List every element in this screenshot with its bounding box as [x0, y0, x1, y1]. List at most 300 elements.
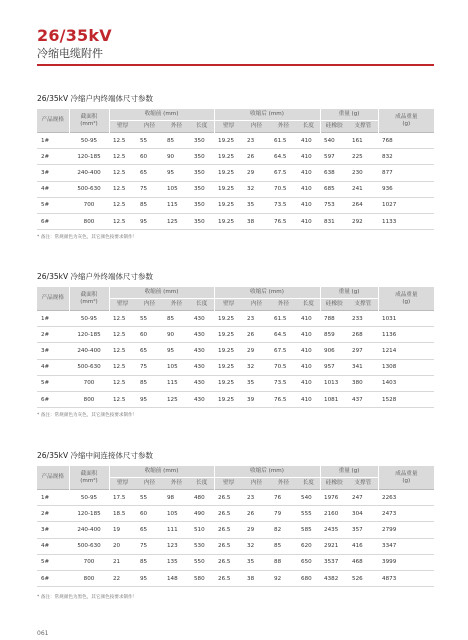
table-cell: 264 [348, 197, 378, 213]
table-cell: 437 [348, 391, 378, 407]
table-cell: 1403 [378, 375, 434, 391]
subheader: 内径 [243, 299, 270, 311]
subheader: 长度 [190, 478, 214, 490]
table-cell: 906 [320, 343, 348, 359]
header-section: 截面积 (mm²) [69, 287, 109, 311]
table-cell: 85 [136, 554, 163, 570]
table-cell: 1214 [378, 343, 434, 359]
table-cell: 61.5 [270, 311, 297, 327]
table-cell: 12.5 [109, 165, 136, 181]
table-cell: 12.5 [109, 343, 136, 359]
table-row [37, 133, 434, 149]
header-final-weight: 成品重量 (g) [378, 466, 434, 490]
table-cell: 95 [163, 343, 190, 359]
table-row [37, 522, 434, 538]
table-row [37, 391, 434, 407]
table-cell: 85 [136, 197, 163, 213]
subheader: 壁厚 [214, 478, 243, 490]
table-cell: 410 [297, 181, 320, 197]
table-cell: 73.5 [270, 197, 297, 213]
table-cell: 19.25 [214, 311, 243, 327]
table-cell: 55 [136, 490, 163, 506]
table-cell: 700 [69, 554, 109, 570]
table-cell: 35 [243, 554, 270, 570]
table-row [37, 343, 434, 359]
subheader: 外径 [163, 299, 190, 311]
table-cell: 55 [136, 311, 163, 327]
table-cell: 19.25 [214, 149, 243, 165]
table-cell: 2263 [378, 490, 434, 506]
table-cell: 410 [297, 391, 320, 407]
subheader: 长度 [297, 121, 320, 133]
subheader: 外径 [270, 299, 297, 311]
table-cell: 161 [348, 133, 378, 149]
table-cell: 410 [297, 359, 320, 375]
table-cell: 620 [297, 538, 320, 554]
table-cell: 70.5 [270, 181, 297, 197]
table-row [37, 327, 434, 343]
subheader: 外径 [163, 478, 190, 490]
table-cell: 20 [109, 538, 136, 554]
table-cell: 859 [320, 327, 348, 343]
subheader: 长度 [190, 121, 214, 133]
table-cell: 350 [190, 133, 214, 149]
table-cell: 304 [348, 506, 378, 522]
table-cell: 67.5 [270, 343, 297, 359]
table-cell: 55 [136, 133, 163, 149]
table-cell: 85 [163, 311, 190, 327]
table-cell: 788 [320, 311, 348, 327]
table-cell: 597 [320, 149, 348, 165]
table-cell: 230 [348, 165, 378, 181]
table-cell: 67.5 [270, 165, 297, 181]
table-cell: 75 [136, 538, 163, 554]
subheader: 长度 [190, 299, 214, 311]
table-cell: 490 [190, 506, 214, 522]
title-divider [37, 64, 434, 66]
table-cell: 550 [190, 554, 214, 570]
table-cell: 753 [320, 197, 348, 213]
table-cell: 105 [163, 506, 190, 522]
table-cell: 500-630 [69, 181, 109, 197]
table-cell: 32 [243, 359, 270, 375]
table-cell: 29 [243, 165, 270, 181]
table-cell: 148 [163, 570, 190, 586]
table-cell: 5# [37, 197, 69, 213]
table-cell: 12.5 [109, 149, 136, 165]
table-cell: 19 [109, 522, 136, 538]
table-cell: 1133 [378, 213, 434, 229]
table-cell: 4# [37, 181, 69, 197]
table-row [37, 570, 434, 586]
table-cell: 26.5 [214, 554, 243, 570]
table-cell: 70.5 [270, 359, 297, 375]
header-section: 截面积 (mm²) [69, 466, 109, 490]
table-cell: 12.5 [109, 311, 136, 327]
table-cell: 88 [270, 554, 297, 570]
table-cell: 410 [297, 311, 320, 327]
table-joint [37, 466, 434, 587]
table-cell: 50-95 [69, 311, 109, 327]
table-cell: 79 [270, 506, 297, 522]
table-cell: 225 [348, 149, 378, 165]
table-cell: 650 [297, 554, 320, 570]
table-cell: 22 [109, 570, 136, 586]
table-cell: 12.5 [109, 375, 136, 391]
subheader: 内径 [243, 121, 270, 133]
subheader: 支撑管 [348, 121, 378, 133]
table-cell: 19.25 [214, 359, 243, 375]
subheader: 长度 [297, 478, 320, 490]
table-cell: 241 [348, 181, 378, 197]
table-cell: 297 [348, 343, 378, 359]
table-cell: 2# [37, 149, 69, 165]
table-cell: 4873 [378, 570, 434, 586]
table-cell: 4# [37, 538, 69, 554]
page-title: 26/35kV [37, 26, 112, 45]
table-cell: 95 [136, 213, 163, 229]
section-title-outdoor-termination: 26/35kV 冷缩户外终端体尺寸参数 [37, 272, 153, 281]
table-cell: 800 [69, 213, 109, 229]
table-cell: 1027 [378, 197, 434, 213]
table-cell: 19.25 [214, 343, 243, 359]
table-cell: 357 [348, 522, 378, 538]
table-cell: 19.25 [214, 181, 243, 197]
table-cell: 5# [37, 375, 69, 391]
table-cell: 65 [136, 343, 163, 359]
table-cell: 341 [348, 359, 378, 375]
table-cell: 82 [270, 522, 297, 538]
table-cell: 26 [243, 149, 270, 165]
table-cell: 64.5 [270, 149, 297, 165]
table-cell: 19.25 [214, 375, 243, 391]
table-cell: 120-185 [69, 327, 109, 343]
table-cell: 540 [320, 133, 348, 149]
table-cell: 50-95 [69, 490, 109, 506]
table-cell: 12.5 [109, 197, 136, 213]
table-cell: 35 [243, 375, 270, 391]
table-cell: 1976 [320, 490, 348, 506]
table-cell: 1013 [320, 375, 348, 391]
table-cell: 480 [190, 490, 214, 506]
table-cell: 26.5 [214, 538, 243, 554]
table-cell: 430 [190, 391, 214, 407]
table-cell: 75 [136, 181, 163, 197]
table-cell: 26.5 [214, 522, 243, 538]
subheader: 硅橡胶 [320, 121, 348, 133]
table-cell: 350 [190, 165, 214, 181]
table-cell: 1# [37, 311, 69, 327]
table-cell: 60 [136, 149, 163, 165]
table-cell: 2160 [320, 506, 348, 522]
table-cell: 12.5 [109, 391, 136, 407]
table-cell: 32 [243, 538, 270, 554]
subheader: 内径 [136, 299, 163, 311]
table-cell: 831 [320, 213, 348, 229]
table-cell: 85 [136, 375, 163, 391]
table-cell: 1031 [378, 311, 434, 327]
table-cell: 240-400 [69, 522, 109, 538]
table-cell: 3999 [378, 554, 434, 570]
header-before-shrink: 收缩前 (mm) [109, 109, 214, 121]
table-cell: 832 [378, 149, 434, 165]
table-cell: 580 [190, 570, 214, 586]
table-cell: 19.25 [214, 197, 243, 213]
table-cell: 19.25 [214, 213, 243, 229]
table-cell: 120-185 [69, 149, 109, 165]
table-cell: 85 [163, 133, 190, 149]
table-cell: 123 [163, 538, 190, 554]
subheader: 内径 [136, 478, 163, 490]
subheader: 壁厚 [109, 299, 136, 311]
table-cell: 125 [163, 213, 190, 229]
table-row [37, 213, 434, 229]
table-cell: 350 [190, 149, 214, 165]
table-cell: 3# [37, 522, 69, 538]
table-cell: 350 [190, 213, 214, 229]
table-cell: 240-400 [69, 165, 109, 181]
table-cell: 877 [378, 165, 434, 181]
table-cell: 21 [109, 554, 136, 570]
subheader: 内径 [243, 478, 270, 490]
subheader: 外径 [163, 121, 190, 133]
table-cell: 936 [378, 181, 434, 197]
table-cell: 26 [243, 506, 270, 522]
table-cell: 38 [243, 213, 270, 229]
table-cell: 410 [297, 375, 320, 391]
table-cell: 4382 [320, 570, 348, 586]
table-row [37, 375, 434, 391]
table-cell: 19.25 [214, 165, 243, 181]
table-cell: 685 [320, 181, 348, 197]
page-subtitle: 冷缩电缆附件 [37, 47, 103, 60]
table-note: * 备注：常规颜色为灰色，其它颜色按要求制作！ [37, 235, 138, 240]
header-final-weight: 成品重量 (g) [378, 109, 434, 133]
table-cell: 19.25 [214, 133, 243, 149]
table-cell: 2435 [320, 522, 348, 538]
table-cell: 17.5 [109, 490, 136, 506]
table-cell: 19.25 [214, 327, 243, 343]
table-cell: 468 [348, 554, 378, 570]
table-cell: 98 [163, 490, 190, 506]
table-row [37, 181, 434, 197]
table-cell: 2473 [378, 506, 434, 522]
table-cell: 292 [348, 213, 378, 229]
table-cell: 6# [37, 391, 69, 407]
table-cell: 247 [348, 490, 378, 506]
table-cell: 4# [37, 359, 69, 375]
header-weight: 重量 (g) [320, 287, 378, 299]
table-note: * 备注：常规颜色为灰色，其它颜色按要求制作！ [37, 413, 138, 418]
table-cell: 3347 [378, 538, 434, 554]
table-cell: 90 [163, 149, 190, 165]
table-cell: 61.5 [270, 133, 297, 149]
table-cell: 700 [69, 375, 109, 391]
table-note: * 备注：常规颜色为黑色，其它颜色按要求制作！ [37, 595, 138, 600]
header-bar [0, 0, 468, 6]
header-before-shrink: 收缩前 (mm) [109, 466, 214, 478]
table-cell: 12.5 [109, 133, 136, 149]
table-cell: 18.5 [109, 506, 136, 522]
table-cell: 530 [190, 538, 214, 554]
table-cell: 2# [37, 506, 69, 522]
table-cell: 555 [297, 506, 320, 522]
table-row [37, 165, 434, 181]
table-cell: 800 [69, 391, 109, 407]
table-cell: 105 [163, 181, 190, 197]
table-cell: 1528 [378, 391, 434, 407]
table-cell: 95 [136, 391, 163, 407]
header-before-shrink: 收缩前 (mm) [109, 287, 214, 299]
table-cell: 23 [243, 133, 270, 149]
table-cell: 350 [190, 197, 214, 213]
table-cell: 1308 [378, 359, 434, 375]
table-cell: 35 [243, 197, 270, 213]
table-cell: 29 [243, 522, 270, 538]
table-cell: 1136 [378, 327, 434, 343]
table-cell: 380 [348, 375, 378, 391]
table-cell: 76.5 [270, 213, 297, 229]
header-after-shrink: 收缩后 (mm) [214, 466, 320, 478]
table-cell: 76 [270, 490, 297, 506]
table-cell: 90 [163, 327, 190, 343]
table-row [37, 149, 434, 165]
table-cell: 638 [320, 165, 348, 181]
subheader: 硅橡胶 [320, 478, 348, 490]
table-cell: 120-185 [69, 506, 109, 522]
table-cell: 95 [136, 570, 163, 586]
table-cell: 32 [243, 181, 270, 197]
table-cell: 700 [69, 197, 109, 213]
subheader: 长度 [297, 299, 320, 311]
subheader: 支撑管 [348, 478, 378, 490]
table-cell: 233 [348, 311, 378, 327]
header-final-weight: 成品重量 (g) [378, 287, 434, 311]
table-cell: 1# [37, 490, 69, 506]
table-cell: 38 [243, 570, 270, 586]
page-number: 061 [37, 630, 49, 637]
table-cell: 240-400 [69, 343, 109, 359]
table-row [37, 311, 434, 327]
table-cell: 410 [297, 213, 320, 229]
section-title-joint: 26/35kV 冷缩中间连接体尺寸参数 [37, 451, 153, 460]
subheader: 内径 [136, 121, 163, 133]
table-cell: 3# [37, 165, 69, 181]
table-cell: 23 [243, 311, 270, 327]
subheader: 外径 [270, 121, 297, 133]
table-cell: 585 [297, 522, 320, 538]
table-cell: 2# [37, 327, 69, 343]
table-cell: 39 [243, 391, 270, 407]
table-cell: 510 [190, 522, 214, 538]
subheader: 外径 [270, 478, 297, 490]
table-cell: 65 [136, 165, 163, 181]
table-cell: 3# [37, 343, 69, 359]
table-cell: 540 [297, 490, 320, 506]
table-cell: 957 [320, 359, 348, 375]
table-cell: 430 [190, 311, 214, 327]
table-cell: 430 [190, 375, 214, 391]
table-cell: 2799 [378, 522, 434, 538]
table-cell: 6# [37, 570, 69, 586]
table-cell: 526 [348, 570, 378, 586]
table-cell: 768 [378, 133, 434, 149]
table-cell: 135 [163, 554, 190, 570]
header-model: 产品规格 [37, 287, 69, 311]
table-cell: 410 [297, 197, 320, 213]
table-cell: 680 [297, 570, 320, 586]
table-cell: 3537 [320, 554, 348, 570]
table-cell: 115 [163, 197, 190, 213]
table-cell: 430 [190, 327, 214, 343]
table-cell: 500-630 [69, 538, 109, 554]
subheader: 壁厚 [109, 478, 136, 490]
table-row [37, 506, 434, 522]
table-row [37, 359, 434, 375]
table-cell: 410 [297, 165, 320, 181]
subheader: 硅橡胶 [320, 299, 348, 311]
table-cell: 800 [69, 570, 109, 586]
table-row [37, 554, 434, 570]
table-indoor-termination [37, 109, 434, 230]
table-cell: 430 [190, 343, 214, 359]
table-cell: 76.5 [270, 391, 297, 407]
subheader: 壁厚 [214, 299, 243, 311]
table-cell: 416 [348, 538, 378, 554]
table-cell: 12.5 [109, 213, 136, 229]
header-weight: 重量 (g) [320, 109, 378, 121]
header-after-shrink: 收缩后 (mm) [214, 287, 320, 299]
subheader: 壁厚 [214, 121, 243, 133]
table-cell: 500-630 [69, 359, 109, 375]
subheader: 支撑管 [348, 299, 378, 311]
table-cell: 73.5 [270, 375, 297, 391]
table-cell: 5# [37, 554, 69, 570]
table-cell: 12.5 [109, 181, 136, 197]
table-cell: 115 [163, 375, 190, 391]
section-title-indoor-termination: 26/35kV 冷缩户内终端体尺寸参数 [37, 94, 153, 103]
header-after-shrink: 收缩后 (mm) [214, 109, 320, 121]
table-cell: 85 [270, 538, 297, 554]
header-section: 截面积 (mm²) [69, 109, 109, 133]
table-cell: 105 [163, 359, 190, 375]
subheader: 壁厚 [109, 121, 136, 133]
table-cell: 19.25 [214, 391, 243, 407]
table-cell: 350 [190, 181, 214, 197]
table-cell: 29 [243, 343, 270, 359]
table-cell: 92 [270, 570, 297, 586]
table-cell: 430 [190, 359, 214, 375]
table-cell: 26.5 [214, 570, 243, 586]
table-cell: 60 [136, 506, 163, 522]
table-cell: 60 [136, 327, 163, 343]
table-row [37, 197, 434, 213]
table-cell: 95 [163, 165, 190, 181]
table-row [37, 538, 434, 554]
table-row [37, 490, 434, 506]
table-cell: 75 [136, 359, 163, 375]
table-cell: 23 [243, 490, 270, 506]
table-cell: 1081 [320, 391, 348, 407]
table-cell: 410 [297, 343, 320, 359]
table-cell: 26 [243, 327, 270, 343]
table-cell: 410 [297, 327, 320, 343]
header-model: 产品规格 [37, 466, 69, 490]
table-cell: 125 [163, 391, 190, 407]
table-outdoor-termination [37, 287, 434, 408]
table-cell: 268 [348, 327, 378, 343]
table-cell: 111 [163, 522, 190, 538]
